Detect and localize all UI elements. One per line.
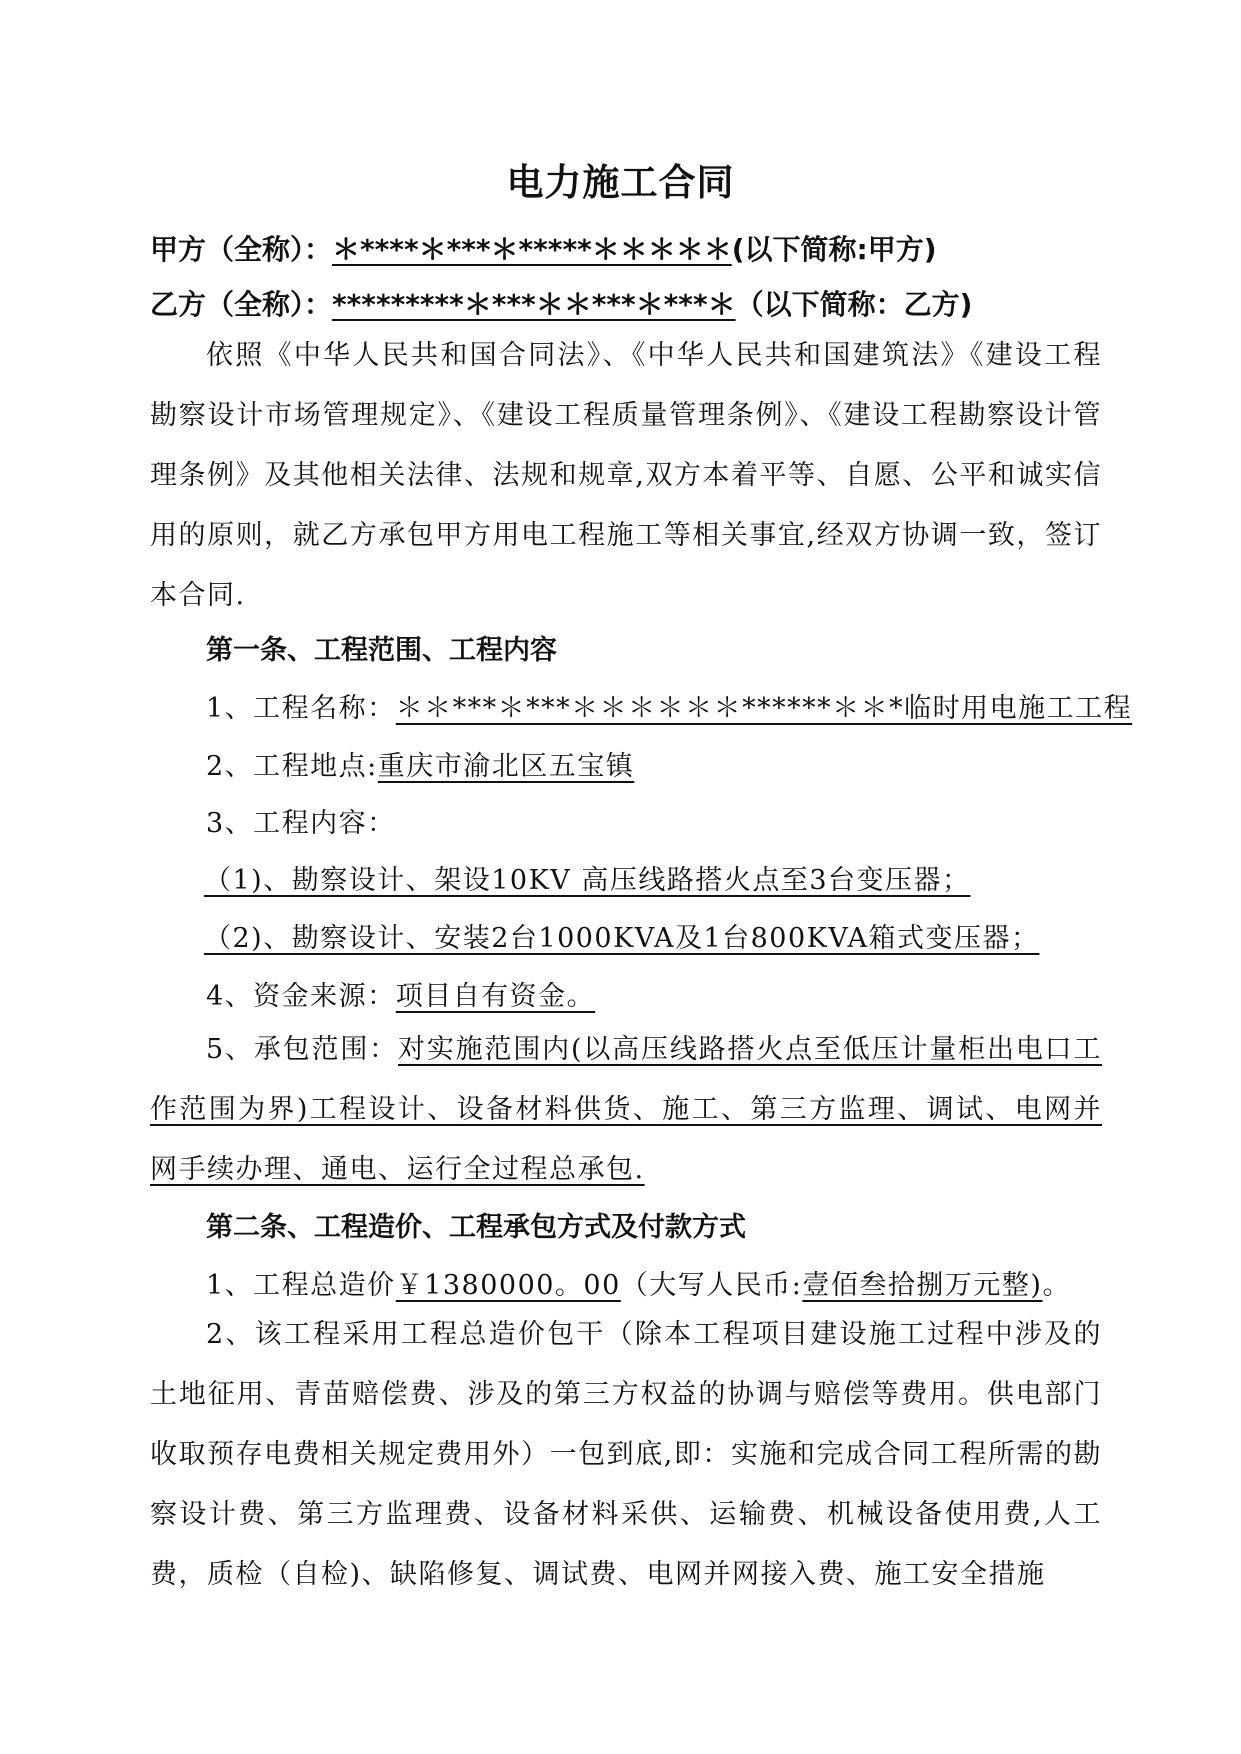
- article-1-heading: 第一条、工程范围、工程内容: [206, 635, 557, 666]
- project-location-label: 2、工程地点:: [206, 751, 378, 782]
- scope-paragraph: [150, 1020, 1102, 1200]
- party-b-line: [150, 283, 1110, 323]
- project-name-value: ＊＊***＊***＊＊＊＊＊＊******＊＊*临时用电施工工程: [395, 693, 1133, 724]
- funding-value: 项目自有资金。: [395, 981, 596, 1012]
- party-b-label: 乙方（全称）：: [150, 288, 333, 321]
- clause-2-paragraph: 2、该工程采用工程总造价包干（除本工程项目建设施工过程中涉及的土地征用、青苗赔偿费、涉及的第三方权益的协调与赔偿等费用。供电部门收取预存电费相关规定费用外）一包到底,即：实施和完成合同工程所需的勘察设计费、第三方监理费、设备材料采供、运输费、机械设备使用费,人工费，质检（自检)、缺陷修复、调试费、电网并网接入费、施工安全措施: [150, 1319, 1102, 1590]
- page-title: 电力施工合同: [506, 161, 735, 204]
- scope-label: 5、承包范围：: [206, 1034, 398, 1065]
- article-2-heading: 第二条、工程造价、工程承包方式及付款方式: [206, 1212, 746, 1243]
- party-b-name: *********＊***＊＊***＊***＊: [332, 288, 736, 321]
- party-a-suffix: (以下简称:甲方): [731, 233, 937, 266]
- project-location-line: [150, 744, 1166, 783]
- content-item-2: [204, 916, 1164, 955]
- content-item-2-text: （2)、勘察设计、安装2台1000KVA及1台800KVA箱式变压器；: [204, 923, 1040, 954]
- content-item-1: [204, 858, 1164, 897]
- scope-value: 对实施范围内(以高压线路搭火点至低压计量柜出电口工作范围为界)工程设计、设备材料供货、施工、第三方监理、调试、电网并网手续办理、通电、运行全过程总承包.: [150, 1034, 1102, 1185]
- project-content-label: 3、工程内容：: [206, 808, 396, 839]
- price-end: 。: [1042, 1270, 1071, 1301]
- party-a-label: 甲方（全称）：: [150, 233, 333, 266]
- party-a-line: [150, 228, 1110, 268]
- price-words: 壹佰叁拾捌万元整): [802, 1270, 1043, 1301]
- project-name-label: 1、工程名称：: [206, 693, 396, 724]
- funding-label: 4、资金来源：: [206, 981, 396, 1012]
- funding-line: [150, 974, 1166, 1013]
- project-location-value: 重庆市渝北区五宝镇: [377, 751, 635, 782]
- price-label: 1、工程总造价: [206, 1270, 396, 1301]
- price-value: ￥1380000。00: [395, 1270, 621, 1301]
- price-line: [150, 1263, 1166, 1302]
- project-name-line: [150, 686, 1166, 725]
- party-a-name: ＊****＊***＊*****＊＊＊＊＊: [332, 233, 732, 266]
- price-mid: （大写人民币:: [620, 1270, 803, 1301]
- content-item-1-text: （1)、勘察设计、架设10KV 高压线路搭火点至3台变压器；: [204, 865, 971, 896]
- party-b-suffix: （以下简称：乙方): [735, 288, 973, 321]
- preamble-paragraph: 依照《中华人民共和国合同法》、《中华人民共和国建筑法》《建设工程勘察设计市场管理规定》、《建设工程质量管理条例》、《建设工程勘察设计管理条例》及其他相关法律、法规和规章,双方本着平等、自愿、公平和诚实信用的原则，就乙方承包甲方用电工程施工等相关事宜,经双方协调一致，签订本合同.: [150, 340, 1102, 611]
